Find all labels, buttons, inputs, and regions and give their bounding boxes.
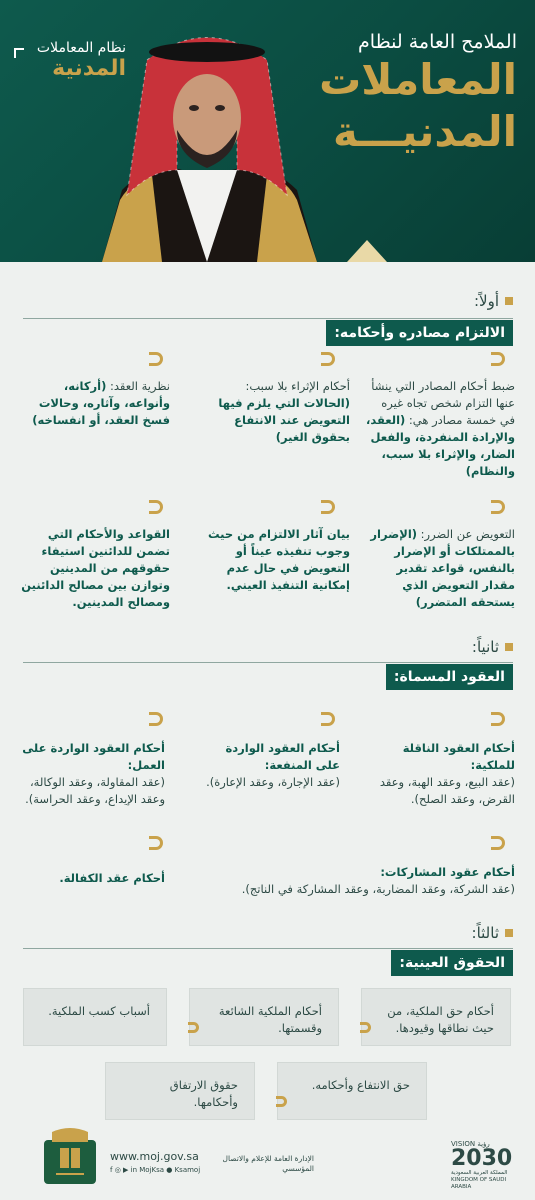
footer [0, 1120, 535, 1200]
gold-square-icon [505, 929, 513, 937]
social-links[interactable]: f ◎ ▶ in MojKsa ● Ksamoj [110, 1166, 201, 1174]
list-item: بيان آثار الالتزام من حيث وجوب تنفيذه عيناً أو التعويض في حال عدم إمكانية التنفيذ العيني. [207, 527, 350, 592]
bracket-icon [276, 1096, 287, 1107]
ministry-logo-icon [42, 1126, 98, 1186]
brand-line-1: نظام المعاملات [36, 40, 126, 56]
page-title-line-2: المدنيـــة [332, 107, 517, 156]
department-name: الإدارة العامة للإعلام والاتصال المؤسسي [222, 1154, 314, 1173]
bracket-icon [491, 500, 505, 514]
section-3-rule [23, 948, 513, 949]
page-title-line-1: المعاملات [319, 55, 517, 104]
bracket-icon [149, 500, 163, 514]
bracket-icon [149, 712, 163, 726]
section-1-label-text: أولاً: [473, 292, 499, 310]
section-1-label [474, 292, 513, 310]
bracket-icon [321, 712, 335, 726]
bracket-icon [321, 500, 335, 514]
portrait-illustration [92, 20, 322, 262]
gold-square-icon [505, 297, 513, 305]
list-item: نظرية العقد: (أركانه، وأنواعه، وآثاره، وحالات فسخ العقد، أو انفساخه) [32, 379, 170, 427]
page-subtitle: الملامح العامة لنظام [358, 31, 517, 53]
section-2-label [472, 638, 513, 656]
vision-2030-logo: VISION رؤية 2030 المملكة العربية السعودية KINGDOM OF SAUDI ARABIA [451, 1140, 513, 1190]
section-3-label-text: ثالثاً: [471, 924, 499, 942]
section-1-rule [23, 318, 513, 319]
brand-line-2: المدنية [52, 56, 126, 81]
section-2-rule [23, 662, 513, 663]
bracket-icon [491, 836, 505, 850]
bracket-icon [491, 352, 505, 366]
rights-box: أحكام حق الملكية، من حيث نطاقها وقيودها. [361, 988, 511, 1046]
title-block [317, 30, 517, 158]
bracket-icon [188, 1022, 199, 1033]
list-item: أحكام الإثراء بلا سبب: (الحالات التي يلزم فيها التعويض عند الانتفاع بحقوق الغير) [218, 379, 350, 444]
list-item: أحكام عقود المشاركات: (عقد الشركة، وعقد المضاربة، وعقد المشاركة في الناتج). [241, 865, 515, 896]
section-1-title: الالتزام مصادره وأحكامه: [326, 320, 513, 346]
bracket-icon [149, 352, 163, 366]
section-3-title: الحقوق العينية: [391, 950, 513, 976]
list-item: أحكام العقود الواردة على العمل: (عقد المقاولة، وعقد الوكالة، وعقد الإيداع، وعقد الحراسة). [22, 741, 165, 806]
bracket-icon [491, 712, 505, 726]
list-item: أحكام العقود الناقلة للملكية: (عقد البيع، وعقد الهبة، وعقد القرض، وعقد الصلح). [379, 741, 515, 806]
gold-square-icon [505, 643, 513, 651]
brand-logo [16, 40, 126, 81]
header-pointer-triangle [347, 240, 387, 262]
bracket-icon [321, 352, 335, 366]
list-item: أحكام عقد الكفالة. [59, 871, 165, 885]
header-banner [0, 0, 535, 262]
list-item: القواعد والأحكام التي تضمن للدائنين استيفاء حقوقهم من المدينين وتوازن بين مصالح الدائنين ومصالح المدينين. [21, 527, 170, 609]
section-3-label [472, 924, 513, 942]
rights-box: حقوق الارتفاق وأحكامها. [105, 1062, 255, 1120]
rights-box: أسباب كسب الملكية. [23, 988, 167, 1046]
section-2-label-text: ثانياً: [471, 638, 499, 656]
list-item: أحكام العقود الواردة على المنفعة: (عقد الإجارة، وعقد الإعارة). [206, 741, 340, 789]
bracket-icon [149, 836, 163, 850]
section-2-title: العقود المسماة: [386, 664, 513, 690]
list-item: ضبط أحكام المصادر التي ينشأ عنها التزام شخص تجاه غيره في خمسة مصادر هي: (العقد، والإرادة المنفردة، والفعل الضار، والإثراء بلا سبب، والنظام) [365, 379, 515, 478]
rights-box: أحكام الملكية الشائعة وقسمتها. [189, 988, 339, 1046]
corner-mark-icon [14, 48, 24, 58]
list-item: التعويض عن الضرر: (الإضرار بالممتلكات أو الإضرار بالنفس، قواعد تقدير مقدار التعويض الذي يستحقه المتضرر) [370, 527, 515, 609]
bracket-icon [360, 1022, 371, 1033]
rights-box: حق الانتفاع وأحكامه. [277, 1062, 427, 1120]
website-url[interactable]: www.moj.gov.sa [110, 1150, 199, 1163]
